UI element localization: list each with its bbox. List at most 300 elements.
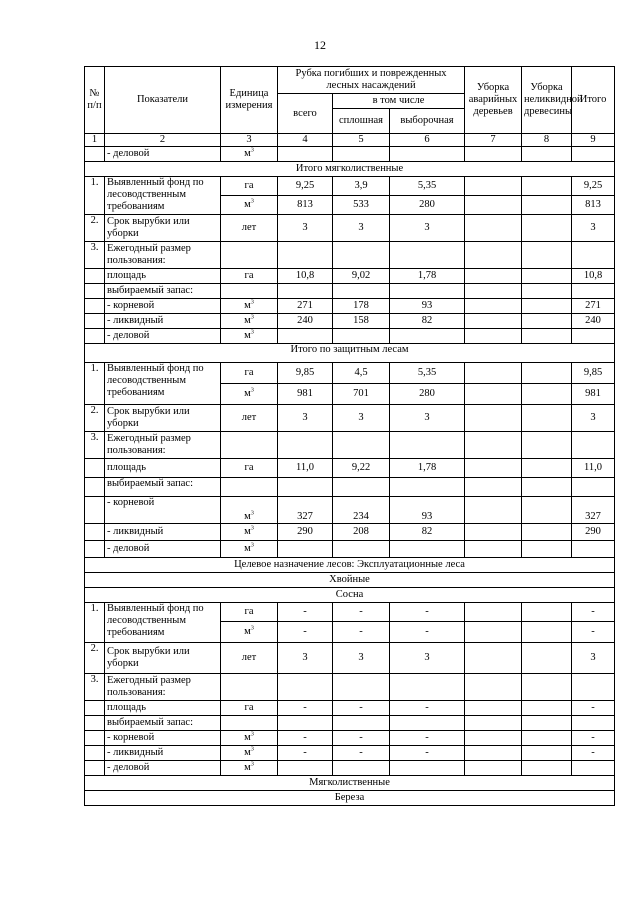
table-cell [221, 716, 278, 731]
table-cell: 3 [333, 405, 390, 432]
table-cell: 981 [278, 384, 333, 405]
table-cell: - [390, 731, 465, 746]
table-cell [572, 541, 615, 558]
table-cell: - [390, 622, 465, 643]
col-number: 5 [333, 134, 390, 147]
row-label: - деловой [105, 147, 221, 162]
table-cell [465, 478, 522, 497]
table-cell [85, 147, 105, 162]
section-heading: Итого мягколиственные [85, 162, 615, 177]
table-cell: га [221, 363, 278, 384]
table-cell: 9,85 [572, 363, 615, 384]
unit-cell: $м^3$ [221, 147, 278, 162]
table-cell [465, 147, 522, 162]
table-cell [85, 524, 105, 541]
table-cell [465, 603, 522, 622]
table-cell: 10,8 [278, 269, 333, 284]
table-cell [333, 432, 390, 459]
table-cell [278, 674, 333, 701]
table-cell: - [278, 603, 333, 622]
table-cell [85, 746, 105, 761]
table-cell [85, 459, 105, 478]
table-cell [522, 314, 572, 329]
table-cell: лет [221, 643, 278, 674]
table-cell: $м^3$ [221, 299, 278, 314]
table-row [85, 215, 615, 242]
table-cell [465, 363, 522, 384]
table-row [85, 363, 615, 384]
table-cell: - ликвидный [105, 314, 221, 329]
table-cell [522, 478, 572, 497]
table-row [85, 731, 615, 746]
table-cell [390, 674, 465, 701]
table-cell: - корневой [105, 299, 221, 314]
table-row [85, 147, 615, 162]
table-cell: 82 [390, 524, 465, 541]
table-cell: $м^3$ [221, 541, 278, 558]
table-cell: 3 [572, 643, 615, 674]
table-cell [85, 478, 105, 497]
table-cell [278, 761, 333, 776]
table-cell: 3. [85, 674, 105, 701]
table-cell: 290 [278, 524, 333, 541]
table-cell [572, 674, 615, 701]
table-cell: - деловой [105, 761, 221, 776]
col-number: 3 [221, 134, 278, 147]
table-cell: 240 [572, 314, 615, 329]
table-cell: площадь [105, 459, 221, 478]
table-cell: - [333, 731, 390, 746]
table-cell: 701 [333, 384, 390, 405]
section-heading: Итого по защитным лесам [85, 344, 615, 363]
table-cell [465, 284, 522, 299]
table-cell: - [278, 731, 333, 746]
table-cell [465, 384, 522, 405]
table-cell: га [221, 603, 278, 622]
table-cell: - ликвидный [105, 524, 221, 541]
table-cell [333, 761, 390, 776]
section-heading: Целевое назначение лесов: Эксплуатационные леса [85, 558, 615, 573]
table-row [85, 701, 615, 716]
table-cell: 93 [390, 497, 465, 524]
table-cell [522, 363, 572, 384]
table-cell: 2. [85, 405, 105, 432]
table-cell [465, 314, 522, 329]
table-cell: выбираемый запас: [105, 716, 221, 731]
table-cell [465, 622, 522, 643]
table-cell [85, 701, 105, 716]
column-number-row [85, 134, 615, 147]
table-cell [522, 432, 572, 459]
table-cell [465, 177, 522, 196]
header-num: № п/п [85, 67, 105, 134]
table-row [85, 284, 615, 299]
table-cell: 2. [85, 643, 105, 674]
table-cell [390, 478, 465, 497]
table-cell [333, 242, 390, 269]
table-cell [85, 716, 105, 731]
table-cell [522, 384, 572, 405]
table-cell [278, 284, 333, 299]
table-cell: 3 [390, 215, 465, 242]
page-number: 12 [314, 38, 326, 52]
table-cell: 3 [572, 215, 615, 242]
table-cell: 813 [278, 196, 333, 215]
col-number: 1 [85, 134, 105, 147]
table-cell: - ликвидный [105, 746, 221, 761]
table-cell: Срок вырубки или уборки [105, 215, 221, 242]
table-cell [465, 524, 522, 541]
table-cell [333, 674, 390, 701]
table-cell: Выявленный фонд по лесоводственным требованиям [105, 363, 221, 405]
table-cell: 1. [85, 363, 105, 405]
table-cell [572, 432, 615, 459]
table-cell: выбираемый запас: [105, 284, 221, 299]
table-cell [522, 746, 572, 761]
header-selective: выборочная [390, 109, 465, 134]
table-cell: 3 [390, 405, 465, 432]
table-cell [390, 147, 465, 162]
table-row [85, 432, 615, 459]
table-cell [85, 299, 105, 314]
row-num: 1. [85, 177, 105, 215]
table-cell: 9,85 [278, 363, 333, 384]
table-cell: - [278, 701, 333, 716]
col-number: 4 [278, 134, 333, 147]
table-cell [465, 459, 522, 478]
table-cell [522, 761, 572, 776]
table-cell [333, 541, 390, 558]
table-cell: 3 [278, 405, 333, 432]
table-cell [572, 147, 615, 162]
table-cell [522, 405, 572, 432]
table-cell: 9,22 [333, 459, 390, 478]
col-number: 9 [572, 134, 615, 147]
col-number: 7 [465, 134, 522, 147]
table-cell: - [572, 746, 615, 761]
table-cell [85, 284, 105, 299]
table-cell [390, 329, 465, 344]
table-cell [333, 478, 390, 497]
table-row [85, 459, 615, 478]
table-cell: - [278, 622, 333, 643]
table-cell [465, 716, 522, 731]
table-cell [465, 541, 522, 558]
table-cell [465, 299, 522, 314]
table-cell [572, 716, 615, 731]
table-row [85, 524, 615, 541]
table-cell: 3,9 [333, 177, 390, 196]
table-cell [278, 329, 333, 344]
table-cell [522, 215, 572, 242]
table-cell: - [390, 603, 465, 622]
table-row [85, 716, 615, 731]
table-cell: 280 [390, 384, 465, 405]
table-cell: 234 [333, 497, 390, 524]
table-cell [390, 284, 465, 299]
table-cell [465, 215, 522, 242]
forest-use-table [84, 66, 615, 806]
table-cell: $м^3$ [221, 731, 278, 746]
table-cell [278, 541, 333, 558]
table-cell [390, 432, 465, 459]
table-cell [522, 731, 572, 746]
table-cell [333, 716, 390, 731]
table-cell: - [278, 746, 333, 761]
table-cell: 11,0 [572, 459, 615, 478]
table-cell: лет [221, 405, 278, 432]
table-cell: - [572, 731, 615, 746]
table-cell [465, 674, 522, 701]
table-cell [390, 242, 465, 269]
table-cell [522, 177, 572, 196]
table-cell [85, 761, 105, 776]
table-cell: 533 [333, 196, 390, 215]
table-cell [390, 716, 465, 731]
table-row [85, 674, 615, 701]
table-cell [85, 329, 105, 344]
section-heading: Мягколиственные [85, 776, 615, 791]
table-cell [85, 731, 105, 746]
table-cell: 3 [278, 643, 333, 674]
table-cell: 327 [572, 497, 615, 524]
header-itogo: Итого [572, 67, 615, 134]
table-cell [390, 761, 465, 776]
table-cell: - [333, 746, 390, 761]
table-cell [85, 541, 105, 558]
table-cell [278, 716, 333, 731]
table-header [85, 67, 615, 147]
table-row [85, 329, 615, 344]
table-cell: - деловой [105, 329, 221, 344]
table-cell [85, 314, 105, 329]
table-cell: $м^3$ [221, 329, 278, 344]
table-cell: 290 [572, 524, 615, 541]
header-indicator: Показатели [105, 67, 221, 134]
table-cell: $м^3$ [221, 497, 278, 524]
table-cell [522, 622, 572, 643]
table-cell: - [333, 603, 390, 622]
table-cell: 3 [390, 643, 465, 674]
table-cell: площадь [105, 701, 221, 716]
table-cell: 1,78 [390, 269, 465, 284]
table-cell: Срок вырубки или уборки [105, 643, 221, 674]
table-cell: 4,5 [333, 363, 390, 384]
header-including: в том числе [333, 94, 465, 109]
table-cell: 9,25 [278, 177, 333, 196]
table-cell [465, 405, 522, 432]
section-heading: Хвойные [85, 573, 615, 588]
table-cell: $м^3$ [221, 622, 278, 643]
table-cell: 3 [572, 405, 615, 432]
table-cell: 3 [333, 643, 390, 674]
table-cell: 82 [390, 314, 465, 329]
col-number: 2 [105, 134, 221, 147]
table-cell [221, 478, 278, 497]
table-cell: лет [221, 215, 278, 242]
table-cell: - [333, 701, 390, 716]
header-felling-group: Рубка погибших и поврежденных лесных насаждений [278, 67, 465, 94]
unit-cell: га [221, 177, 278, 196]
table-cell [522, 674, 572, 701]
table-cell [522, 603, 572, 622]
table-cell [465, 643, 522, 674]
table-cell [572, 242, 615, 269]
table-cell: - [390, 701, 465, 716]
table-cell [522, 242, 572, 269]
table-cell [465, 329, 522, 344]
table-cell [85, 269, 105, 284]
table-cell: 93 [390, 299, 465, 314]
table-cell: - [572, 701, 615, 716]
table-cell: га [221, 459, 278, 478]
table-cell [278, 432, 333, 459]
table-cell [572, 284, 615, 299]
table-cell: 9,25 [572, 177, 615, 196]
col-number: 8 [522, 134, 572, 147]
table-cell: - [572, 603, 615, 622]
table-cell [465, 269, 522, 284]
header-unmerch: Уборка неликвидной древесины [522, 67, 572, 134]
table-cell [85, 497, 105, 524]
table-cell: 11,0 [278, 459, 333, 478]
table-row [85, 405, 615, 432]
table-cell: - деловой [105, 541, 221, 558]
table-cell [522, 701, 572, 716]
table-cell: - корневой [105, 731, 221, 746]
table-cell: - [572, 622, 615, 643]
table-row [85, 497, 615, 524]
table-cell [465, 497, 522, 524]
table-cell: площадь [105, 269, 221, 284]
table-cell: 208 [333, 524, 390, 541]
table-row [85, 242, 615, 269]
table-cell: 813 [572, 196, 615, 215]
col-number: 6 [390, 134, 465, 147]
table-cell: 1. [85, 603, 105, 643]
table-cell [465, 761, 522, 776]
table-cell: Ежегодный размер пользования: [105, 242, 221, 269]
table-row [85, 478, 615, 497]
table-cell [278, 147, 333, 162]
table-cell [522, 329, 572, 344]
table-cell: - [390, 746, 465, 761]
table-cell: 9,02 [333, 269, 390, 284]
table-cell: 3. [85, 242, 105, 269]
table-cell [522, 524, 572, 541]
table-cell: 10,8 [572, 269, 615, 284]
table-cell: 1,78 [390, 459, 465, 478]
table-cell [522, 299, 572, 314]
table-cell: Ежегодный размер пользования: [105, 432, 221, 459]
table-row [85, 299, 615, 314]
table-cell [522, 497, 572, 524]
table-cell [522, 147, 572, 162]
header-emergency: Уборка аварийных деревьев [465, 67, 522, 134]
table-cell [333, 284, 390, 299]
table-cell [221, 284, 278, 299]
section-heading: Сосна [85, 588, 615, 603]
table-cell: 5,35 [390, 177, 465, 196]
table-cell [465, 196, 522, 215]
table-cell: $м^3$ [221, 384, 278, 405]
table-cell [465, 746, 522, 761]
table-cell: 3. [85, 432, 105, 459]
table-cell [572, 761, 615, 776]
table-cell [522, 541, 572, 558]
table-cell: $м^3$ [221, 761, 278, 776]
table-cell: 178 [333, 299, 390, 314]
table-cell [522, 284, 572, 299]
table-row [85, 269, 615, 284]
header-clear: сплошная [333, 109, 390, 134]
table-cell [522, 459, 572, 478]
table-cell: - корневой [105, 497, 221, 524]
table-cell: 2. [85, 215, 105, 242]
header-unit: Единица измерения [221, 67, 278, 134]
table-cell [221, 242, 278, 269]
table-cell: га [221, 701, 278, 716]
table-cell: 271 [278, 299, 333, 314]
row-label: Выявленный фонд по лесоводственным требованиям [105, 177, 221, 215]
table-cell [465, 701, 522, 716]
table-cell: 158 [333, 314, 390, 329]
table-cell [465, 432, 522, 459]
table-row [85, 177, 615, 196]
table-cell [221, 674, 278, 701]
table-cell: га [221, 269, 278, 284]
table-cell: 3 [333, 215, 390, 242]
table-cell: - [333, 622, 390, 643]
table-cell [278, 478, 333, 497]
table-cell: Выявленный фонд по лесоводственным требованиям [105, 603, 221, 643]
table-cell: Ежегодный размер пользования: [105, 674, 221, 701]
section-heading: Береза [85, 791, 615, 806]
table-cell: 271 [572, 299, 615, 314]
table-row [85, 603, 615, 622]
table-cell [278, 242, 333, 269]
table-cell [465, 731, 522, 746]
table-cell [333, 329, 390, 344]
unit-cell: $м^3$ [221, 196, 278, 215]
table-cell [465, 242, 522, 269]
table-cell [572, 478, 615, 497]
table-cell: 5,35 [390, 363, 465, 384]
table-row [85, 746, 615, 761]
table-cell [522, 643, 572, 674]
table-cell: 240 [278, 314, 333, 329]
table-cell [333, 147, 390, 162]
table-cell: $м^3$ [221, 524, 278, 541]
table-cell: 3 [278, 215, 333, 242]
table-cell: $м^3$ [221, 746, 278, 761]
header-total-sub: всего [278, 94, 333, 134]
table-row [85, 541, 615, 558]
table-cell [522, 716, 572, 731]
table-cell [390, 541, 465, 558]
table-cell: Срок вырубки или уборки [105, 405, 221, 432]
table-cell: выбираемый запас: [105, 478, 221, 497]
table-row [85, 643, 615, 674]
table-cell: 327 [278, 497, 333, 524]
table-cell [221, 432, 278, 459]
table-cell [522, 196, 572, 215]
table-row [85, 761, 615, 776]
table-cell [572, 329, 615, 344]
table-cell: 280 [390, 196, 465, 215]
table-cell: 981 [572, 384, 615, 405]
table-row [85, 314, 615, 329]
